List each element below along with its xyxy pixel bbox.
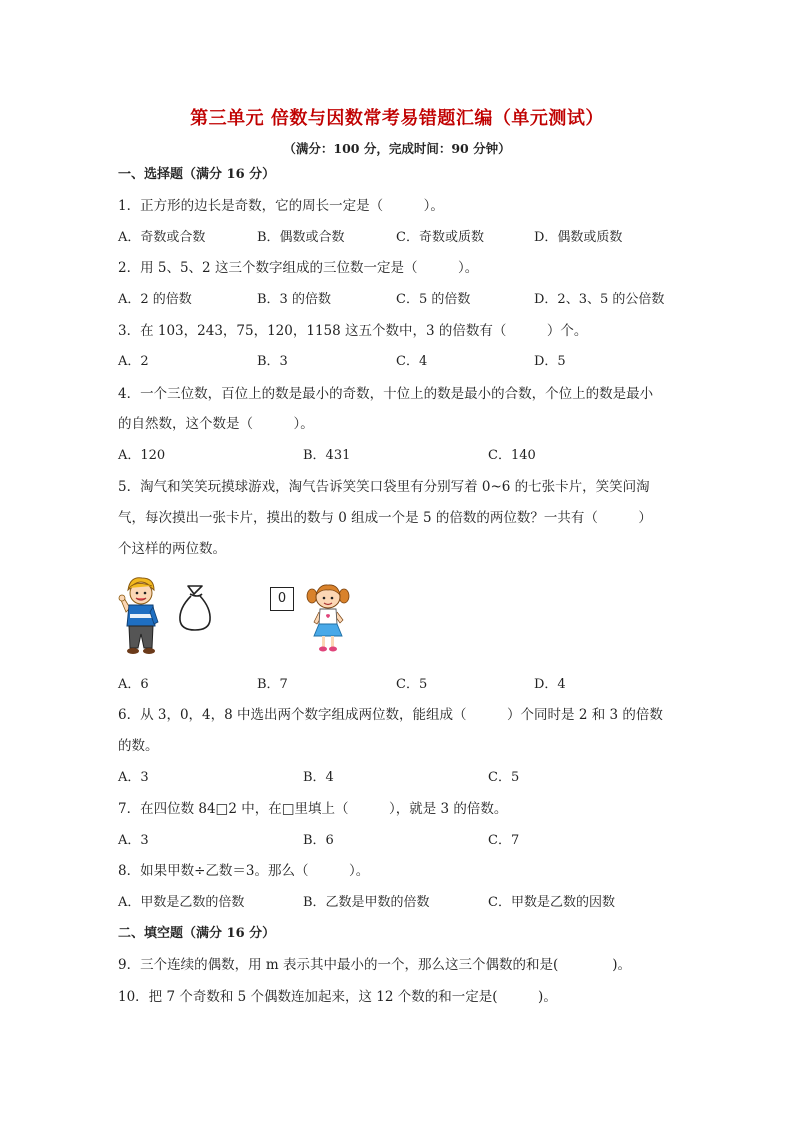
- question-4-line-2: 的自然数，这个数是（ ）。: [118, 416, 314, 432]
- q2-option-d: D．2、3、5 的公倍数: [534, 292, 665, 307]
- q6-option-a: A．3: [118, 770, 149, 785]
- q8-option-c: C．甲数是乙数的因数: [488, 895, 615, 910]
- q3-option-b: B．3: [257, 354, 288, 369]
- q7-option-b: B．6: [303, 833, 334, 848]
- q4-option-a: A．120: [118, 448, 166, 463]
- question-7: 7．在四位数 84□2 中，在□里填上（ ），就是 3 的倍数。: [118, 801, 508, 817]
- q8-option-a: A．甲数是乙数的倍数: [118, 895, 245, 910]
- q3-option-a: A．2: [118, 354, 149, 369]
- question-6-line-2: 的数。: [118, 738, 159, 754]
- q1-option-a: A．奇数或合数: [118, 230, 206, 245]
- q2-option-c: C．5 的倍数: [396, 292, 471, 307]
- q1-option-b: B．偶数或合数: [257, 230, 345, 245]
- question-5-line-3: 个这样的两位数。: [118, 541, 226, 557]
- girl-illustration: [305, 582, 351, 654]
- question-8: 8．如果甲数÷乙数＝3。那么（ ）。: [118, 863, 370, 879]
- question-4-line-1: 4．一个三位数，百位上的数是最小的奇数，十位上的数是最小的合数，个位上的数是最小: [118, 386, 654, 402]
- q6-option-b: B．4: [303, 770, 334, 785]
- question-2: 2．用 5、5、2 这三个数字组成的三位数一定是（ ）。: [118, 260, 479, 276]
- q8-option-b: B．乙数是甲数的倍数: [303, 895, 430, 910]
- q3-option-c: C．4: [396, 354, 428, 369]
- q5-option-a: A．6: [118, 677, 149, 692]
- question-6-line-1: 6．从 3，0，4，8 中选出两个数字组成两位数，能组成（ ）个同时是 2 和 3 的倍数: [118, 707, 663, 723]
- question-3: 3．在 103，243，75，120，1158 这五个数中，3 的倍数有（ ）个。: [118, 323, 588, 339]
- q3-option-d: D．5: [534, 354, 566, 369]
- q7-option-a: A．3: [118, 833, 149, 848]
- boy-illustration: [118, 574, 162, 656]
- q5-option-d: D．4: [534, 677, 566, 692]
- question-10: 10．把 7 个奇数和 5 个偶数连加起来，这 12 个数的和一定是( )。: [118, 989, 557, 1005]
- page-title: 第三单元 倍数与因数常考易错题汇编（单元测试）: [190, 108, 604, 129]
- page-subtitle: （满分：100 分，完成时间：90 分钟）: [283, 141, 511, 156]
- q5-option-c: C．5: [396, 677, 428, 692]
- q2-option-b: B．3 的倍数: [257, 292, 331, 307]
- number-card: 0: [270, 587, 294, 611]
- q4-option-b: B．431: [303, 448, 351, 463]
- question-1: 1．正方形的边长是奇数，它的周长一定是（ ）。: [118, 198, 444, 214]
- q5-option-b: B．7: [257, 677, 288, 692]
- q1-option-d: D．偶数或质数: [534, 230, 623, 245]
- q2-option-a: A．2 的倍数: [118, 292, 192, 307]
- section-heading-fill: 二、填空题（满分 16 分）: [118, 926, 276, 941]
- question-9: 9．三个连续的偶数，用 m 表示其中最小的一个，那么这三个偶数的和是( )。: [118, 957, 632, 973]
- question-5-line-1: 5．淘气和笑笑玩摸球游戏，淘气告诉笑笑口袋里有分别写着 0~6 的七张卡片，笑笑问淘: [118, 479, 650, 495]
- q6-option-c: C．5: [488, 770, 520, 785]
- q7-option-c: C．7: [488, 833, 520, 848]
- q1-option-c: C．奇数或质数: [396, 230, 484, 245]
- q4-option-c: C．140: [488, 448, 536, 463]
- question-5-line-2: 气，每次摸出一张卡片，摸出的数与 0 组成一个是 5 的倍数的两位数？一共有（ ）: [118, 510, 652, 526]
- section-heading-choice: 一、选择题（满分 16 分）: [118, 167, 276, 182]
- bag-icon: [176, 580, 214, 634]
